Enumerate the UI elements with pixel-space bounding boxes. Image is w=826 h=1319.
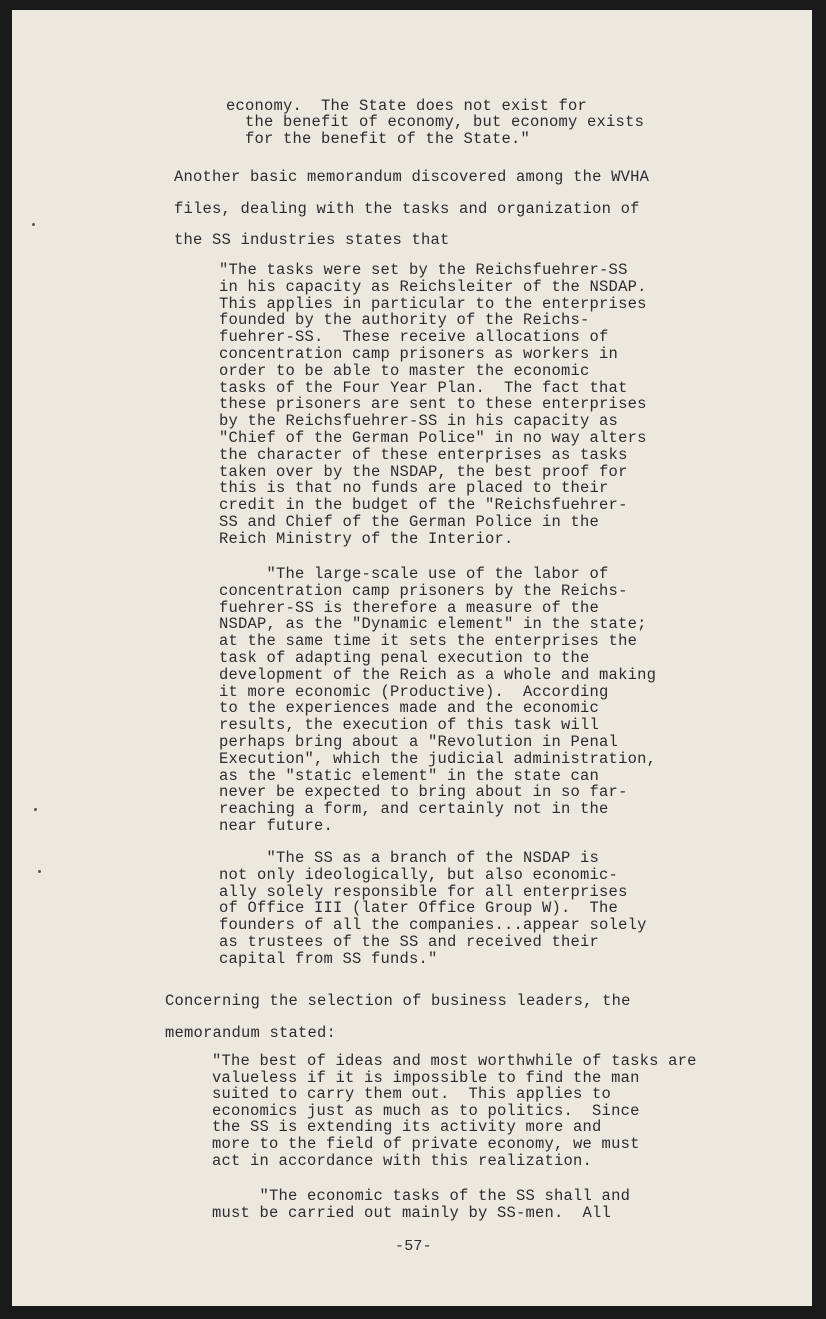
quote-tasks-paragraph: "The tasks were set by the Reichsfuehrer-SS in his capacity as Reichsleiter of the NSDAP. This applies in particular to the enterprises founded by the authority of the Reichs- fuehrer-SS. These receive allocations of concentration camp prisoners as workers in order to be able to master the economic tasks of the Four Year Plan. The fact that these prisoners are sent to these enterprises by the Reichsfuehrer-SS in his capacity as "Chief of the German Police" in no way alters the character of these enterprises as tasks taken over by the NSDAP, the best proof for this is that no funds are placed to their credit in the budget of the "Reichsfuehrer- SS and Chief of the German Police in the Reich Ministry of the Interior. xyxy=(219,261,647,548)
quote-large-scale-paragraph: "The large-scale use of the labor of concentration camp prisoners by the Reichs- fuehrer-SS is therefore a measure of the NSDAP, as the "Dynamic element" in the state; at the same time it sets the enterprises the task of adapting penal execution to the development of the Reich as a whole and making it more economic (Productive). According to the experiences made and the economic results, the execution of this task will perhaps bring about a "Revolution in Penal Execution", which the judicial administration, as the "static element" in the state can never be expected to bring about in so far- reaching a form, and certainly not in the near future. xyxy=(219,565,657,835)
margin-mark xyxy=(34,808,37,811)
page-number: -57- xyxy=(395,1238,432,1255)
quote-economy-paragraph: economy. The State does not exist for the benefit of economy, but economy exists for the benefit of the State." xyxy=(226,97,645,148)
document-page xyxy=(12,10,812,1306)
quote-ss-branch-paragraph: "The SS as a branch of the NSDAP is not only ideologically, but also economic- ally solely responsible for all enterprises of Office III (later Office Group W). The founders of all the companies...appear solely as trustees of the SS and received their capital from SS funds." xyxy=(219,849,647,968)
concerning-selection-paragraph: Concerning the selection of business leaders, the memorandum stated: xyxy=(165,992,631,1042)
margin-mark xyxy=(38,870,41,873)
quote-best-ideas-paragraph: "The best of ideas and most worthwhile of tasks are valueless if it is impossible to find the man suited to carry them out. This applies to economics just as much as to politics. Since the SS is extending its activity more and more to the field of private economy, we must act in accordance with this realization. xyxy=(212,1052,697,1170)
intro-memorandum-paragraph: Another basic memorandum discovered among the WVHA files, dealing with the tasks and organization of the SS industries states that xyxy=(174,168,650,249)
quote-economic-tasks-paragraph: "The economic tasks of the SS shall and must be carried out mainly by SS-men. All xyxy=(212,1187,631,1222)
margin-mark xyxy=(32,223,35,226)
